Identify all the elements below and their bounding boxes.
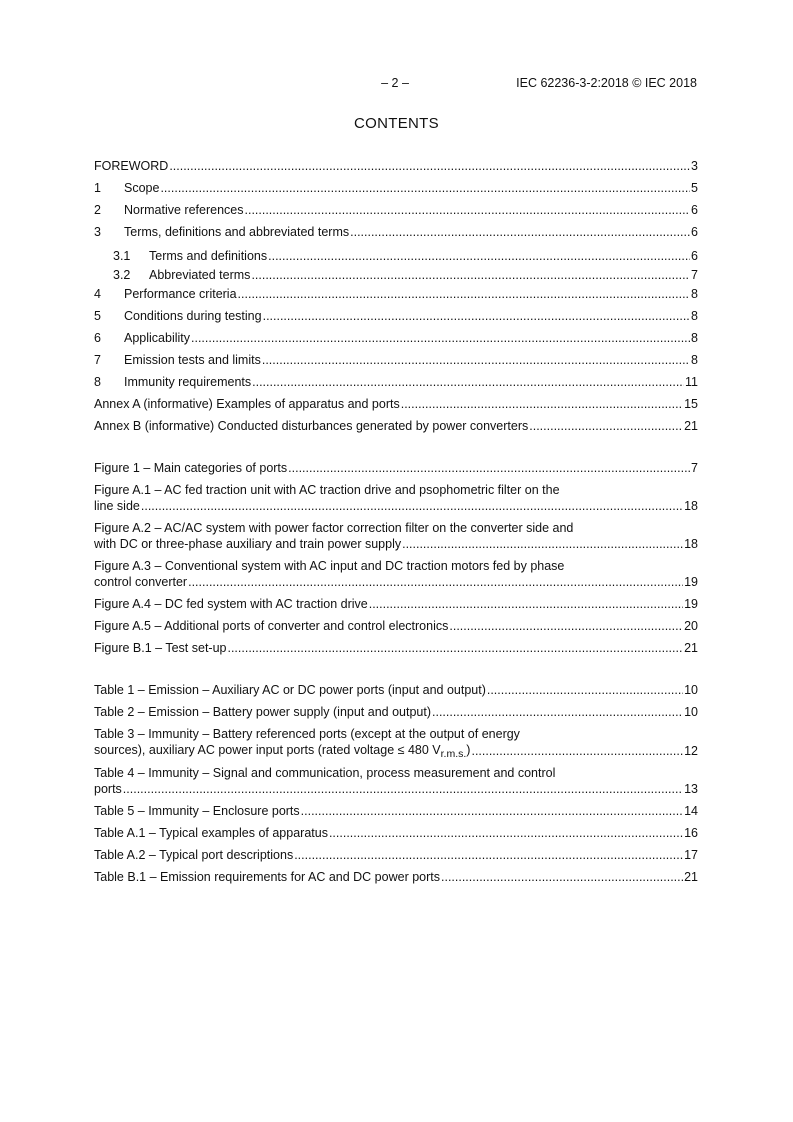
section-title: Abbreviated terms: [149, 268, 251, 282]
toc-tables: [94, 682, 698, 891]
dot-leader: [268, 248, 690, 264]
toc-entry-label: [94, 158, 168, 174]
toc-entry-label: [94, 202, 244, 218]
dot-leader: [169, 158, 690, 174]
toc-entry[interactable]: [94, 286, 698, 308]
entry-title: Figure B.1 – Test set-up: [94, 641, 227, 655]
dot-leader: [141, 498, 683, 514]
dot-leader: [262, 352, 690, 368]
toc-entry-row: [94, 286, 698, 302]
dot-leader: [251, 267, 690, 283]
page-ref: 17: [684, 848, 698, 862]
entry-title: with DC or three-phase auxiliary and train power supply: [94, 537, 402, 551]
section-title: Performance criteria: [124, 287, 237, 301]
dot-leader: [441, 869, 683, 885]
entry-title: Figure 1 – Main categories of ports: [94, 461, 288, 475]
page-ref: 8: [691, 353, 698, 367]
section-title: Terms and definitions: [149, 249, 268, 263]
section-number: 3.2: [113, 268, 131, 282]
entry-title: sources), auxiliary AC power input ports (rated voltage ≤ 480 V: [94, 743, 441, 757]
toc-entry-label: [94, 825, 328, 841]
entry-suffix: ): [466, 743, 471, 757]
dot-leader: [188, 574, 683, 590]
table-entry[interactable]: [94, 704, 698, 720]
page-ref: 6: [691, 203, 698, 217]
figure-entry[interactable]: [94, 596, 698, 612]
section-number: 3.1: [113, 249, 131, 263]
section-number: 2: [94, 203, 101, 217]
toc-entry-label: [94, 640, 226, 656]
toc-entry-row: [94, 847, 698, 863]
page-ref: 21: [684, 419, 698, 433]
section-title: Normative references: [124, 203, 244, 217]
toc-entry-row: [94, 180, 698, 196]
toc-entry-row: [94, 640, 698, 656]
toc-entry-label: [94, 781, 122, 797]
toc-entry-row: [94, 308, 698, 324]
toc-entry-row: [94, 498, 698, 514]
entry-title: Figure A.4 – DC fed system with AC traction drive: [94, 597, 368, 611]
dot-leader: [263, 308, 690, 324]
entry-title: Table A.2 – Typical port descriptions: [94, 848, 294, 862]
section-title: Emission tests and limits: [124, 353, 261, 367]
toc-entry-row: [94, 267, 698, 283]
dot-leader: [401, 396, 683, 412]
toc-entry-label: [94, 330, 190, 346]
toc-entry[interactable]: [94, 396, 698, 418]
toc-entry[interactable]: [94, 267, 698, 286]
toc-entry-label: [94, 869, 440, 885]
toc-entry-label: [94, 374, 251, 390]
page-header: [0, 76, 793, 92]
dot-leader: [227, 640, 683, 656]
toc-entry-label: [94, 418, 528, 434]
section-number: 1: [94, 181, 101, 195]
dot-leader: [529, 418, 683, 434]
toc-entry[interactable]: [94, 330, 698, 352]
page-ref: 19: [684, 597, 698, 611]
toc-entry[interactable]: [94, 202, 698, 224]
toc-entry-label: [94, 460, 287, 476]
page-ref: 11: [685, 375, 698, 389]
toc-entry-row: [94, 742, 698, 759]
section-title: Scope: [124, 181, 160, 195]
toc-entry-row: [94, 460, 698, 476]
section-title: Annex A (informative) Examples of apparatus and ports: [94, 397, 400, 411]
table-entry[interactable]: [94, 825, 698, 841]
toc-entry-row: [94, 418, 698, 434]
toc-sections: [94, 158, 698, 440]
toc-entry-label: [94, 180, 159, 196]
toc-entry-label: [94, 498, 140, 514]
entry-line: Figure A.1 – AC fed traction unit with AC traction drive and psophometric filter on the: [94, 483, 560, 497]
section-title: Immunity requirements: [124, 375, 252, 389]
table-entry[interactable]: [94, 803, 698, 819]
entry-title: ports: [94, 782, 122, 796]
page-ref: 8: [691, 331, 698, 345]
dot-leader: [294, 847, 683, 863]
section-title: Conditions during testing: [124, 309, 262, 323]
toc-entry-row: [94, 781, 698, 797]
section-number: 5: [94, 309, 101, 323]
dot-leader: [329, 825, 683, 841]
toc-entry-row: [94, 374, 698, 390]
toc-entry-row: [94, 352, 698, 368]
table-entry[interactable]: [94, 726, 698, 759]
toc-entry-row: [94, 869, 698, 885]
section-number: 6: [94, 331, 101, 345]
toc-entry-row: [94, 330, 698, 346]
toc-entry-label: [94, 618, 448, 634]
figure-entry[interactable]: [94, 520, 698, 552]
section-title: FOREWORD: [94, 159, 169, 173]
toc-entry-row: [94, 682, 698, 698]
dot-leader: [350, 224, 690, 240]
table-entry[interactable]: [94, 847, 698, 863]
page-ref: 7: [691, 461, 698, 475]
page-ref: 10: [684, 683, 698, 697]
toc-entry[interactable]: [94, 374, 698, 396]
toc-entry-label: [94, 803, 300, 819]
toc-entry-row: [94, 574, 698, 590]
page-ref: 18: [684, 537, 698, 551]
section-title: Terms, definitions and abbreviated terms: [124, 225, 350, 239]
toc-entry-label: [94, 682, 486, 698]
page-ref: 18: [684, 499, 698, 513]
dot-leader: [123, 781, 683, 797]
page-ref: 14: [684, 804, 698, 818]
toc-entry-label: [94, 396, 400, 412]
page-ref: 8: [691, 309, 698, 323]
toc-entry-label: [94, 536, 401, 552]
page-ref: 7: [691, 268, 698, 282]
document-reference: IEC 62236-3-2:2018 © IEC 2018: [516, 76, 697, 90]
page-ref: 21: [684, 870, 698, 884]
figure-entry[interactable]: [94, 618, 698, 634]
page-ref: 8: [691, 287, 698, 301]
entry-line: Table 3 – Immunity – Battery referenced ports (except at the output of energy: [94, 727, 520, 741]
toc-entry-row: [94, 596, 698, 612]
toc-entry[interactable]: [94, 352, 698, 374]
toc-entry[interactable]: [94, 308, 698, 330]
section-number: 7: [94, 353, 101, 367]
toc-entry-row: [94, 224, 698, 240]
figure-entry[interactable]: [94, 482, 698, 514]
entry-title: line side: [94, 499, 140, 513]
page-ref: 15: [684, 397, 698, 411]
entry-title: control converter: [94, 575, 188, 589]
entry-line: Table 4 – Immunity – Signal and communication, process measurement and control: [94, 766, 556, 780]
section-title: Applicability: [124, 331, 191, 345]
toc-entry[interactable]: [94, 248, 698, 267]
dot-leader: [252, 374, 684, 390]
toc-entry[interactable]: [94, 180, 698, 202]
toc-entry[interactable]: [94, 418, 698, 440]
dot-leader: [238, 286, 691, 302]
dot-leader: [160, 180, 690, 196]
dot-leader: [432, 704, 683, 720]
toc-entry-label: [94, 742, 470, 759]
dot-leader: [301, 803, 683, 819]
toc-entry-label: [94, 267, 250, 283]
page-ref: 5: [691, 181, 698, 195]
page-ref: 13: [684, 782, 698, 796]
toc-entry-label: [94, 224, 349, 240]
toc-entry-label: [94, 574, 187, 590]
toc-entry-label: [94, 704, 431, 720]
page-ref: 10: [684, 705, 698, 719]
page-ref: 6: [691, 225, 698, 239]
dot-leader: [449, 618, 683, 634]
toc-entry[interactable]: [94, 224, 698, 246]
table-entry[interactable]: [94, 869, 698, 885]
entry-line: Figure A.2 – AC/AC system with power factor correction filter on the converter side and: [94, 521, 574, 535]
toc-entry-row: [94, 202, 698, 218]
toc-entry-label: [94, 847, 293, 863]
page-ref: 21: [684, 641, 698, 655]
page-ref: 3: [691, 159, 698, 173]
toc-entry-label: [94, 308, 262, 324]
entry-title: Table B.1 – Emission requirements for AC and DC power ports: [94, 870, 440, 884]
dot-leader: [471, 743, 683, 759]
toc-entry-row: [94, 704, 698, 720]
toc-entry-row: [94, 158, 698, 174]
toc-entry-row: [94, 248, 698, 264]
section-title: Annex B (informative) Conducted disturbances generated by power converters: [94, 419, 529, 433]
toc-entry-row: [94, 803, 698, 819]
page-number: – 2 –: [381, 76, 409, 90]
toc-entry-label: [94, 286, 237, 302]
toc-entry-row: [94, 536, 698, 552]
entry-line: Figure A.3 – Conventional system with AC input and DC traction motors fed by phase: [94, 559, 565, 573]
dot-leader: [191, 330, 690, 346]
entry-title: Table A.1 – Typical examples of apparatus: [94, 826, 328, 840]
dot-leader: [369, 596, 683, 612]
page-ref: 19: [684, 575, 698, 589]
figure-entry[interactable]: [94, 558, 698, 590]
dot-leader: [245, 202, 691, 218]
toc-entry-label: [94, 248, 267, 264]
page-ref: 6: [691, 249, 698, 263]
figure-entry[interactable]: [94, 640, 698, 656]
section-number: 3: [94, 225, 101, 239]
table-entry[interactable]: [94, 765, 698, 797]
section-number: 4: [94, 287, 101, 301]
toc-entry-label: [94, 352, 261, 368]
page-ref: 20: [684, 619, 698, 633]
toc-entry-label: [94, 596, 368, 612]
entry-title: Table 1 – Emission – Auxiliary AC or DC power ports (input and output): [94, 683, 486, 697]
dot-leader: [402, 536, 683, 552]
toc-figures: [94, 460, 698, 662]
figure-entry[interactable]: [94, 460, 698, 476]
page-ref: 12: [684, 744, 698, 758]
entry-title: Figure A.5 – Additional ports of converter and control electronics: [94, 619, 449, 633]
toc-entry[interactable]: [94, 158, 698, 180]
toc-entry-row: [94, 825, 698, 841]
dot-leader: [487, 682, 683, 698]
table-entry[interactable]: [94, 682, 698, 698]
entry-title: Table 2 – Emission – Battery power supply (input and output): [94, 705, 431, 719]
section-number: 8: [94, 375, 101, 389]
entry-title: Table 5 – Immunity – Enclosure ports: [94, 804, 300, 818]
toc-entry-row: [94, 396, 698, 412]
toc-entry-row: [94, 618, 698, 634]
page-ref: 16: [684, 826, 698, 840]
page-title: CONTENTS: [354, 115, 439, 132]
subscript: r.m.s.: [440, 748, 467, 760]
dot-leader: [288, 460, 690, 476]
